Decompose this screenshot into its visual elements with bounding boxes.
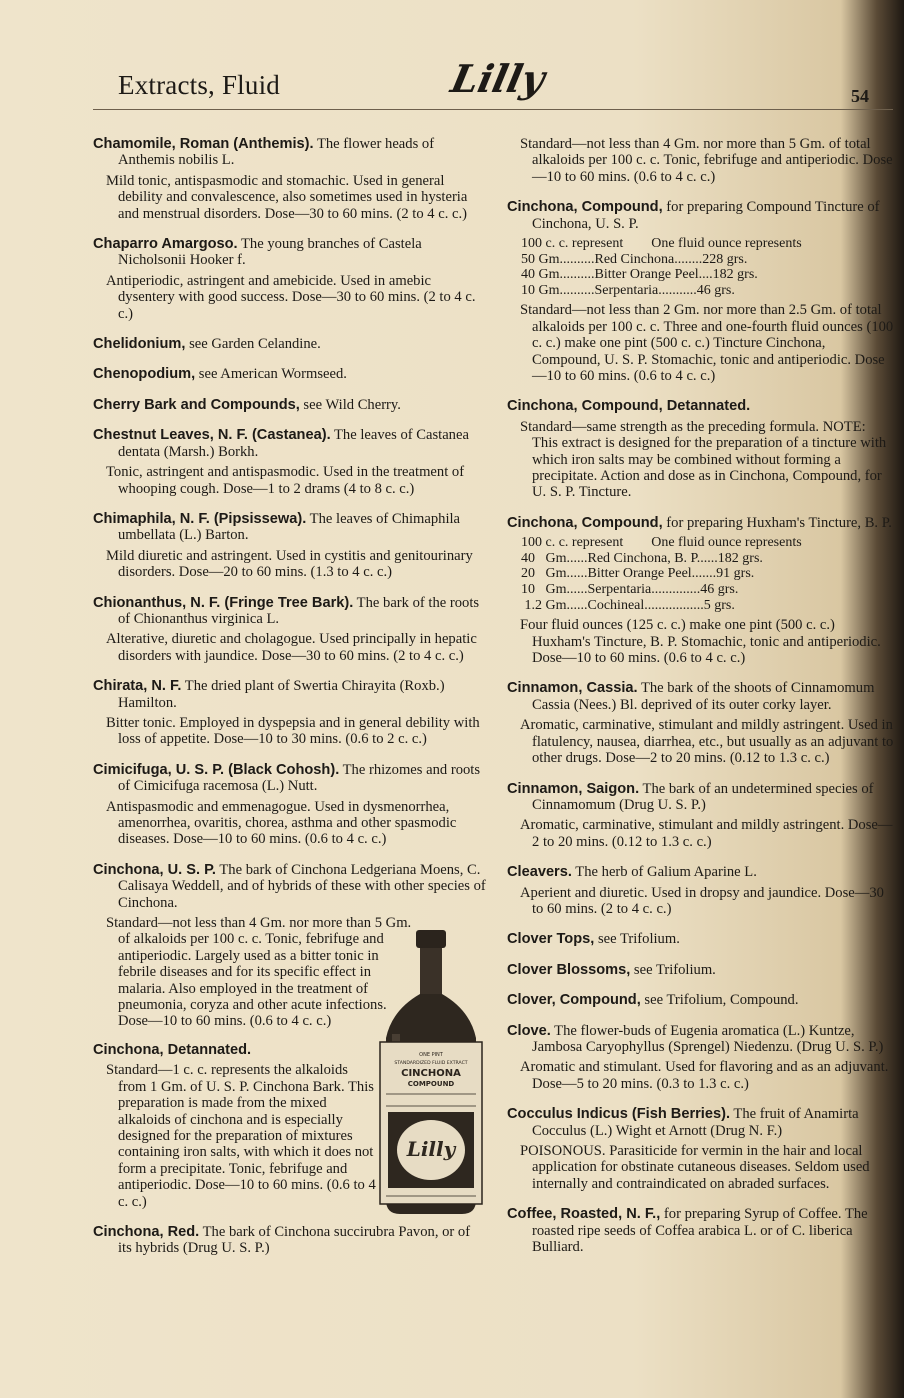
entry (93, 236, 486, 322)
entry-name: Cinchona, U. S. P. (93, 861, 216, 878)
formula-line: 10 Gm..........Serpentaria...........46 grs. (521, 282, 735, 298)
entry-text: see Garden Celandine. (185, 336, 321, 353)
svg-text:ONE PINT: ONE PINT (419, 1052, 443, 1058)
entry-name: Chirata, N. F. (93, 678, 182, 695)
entry-desc: Mild diuretic and astringent. Used in cystitis and genitourinary disorders. Dose—20 to 60 mins. (1.3 to 4 c. c.) (106, 547, 473, 581)
entry-name: Clover Tops, (507, 931, 595, 948)
entry-desc: Mild tonic, antispasmodic and stomachic. Used in general debility and convalescence, also sometimes used in hysteria and menstrual disorders. Dose—30 to 60 mins. (2 to 4 c. c.) (106, 172, 468, 222)
svg-text:Lilly: Lilly (406, 1137, 456, 1161)
entry-desc: Antispasmodic and emmenagogue. Used in dysmenorrhea, amenorrhea, ovaritis, chorea, asthma and other spasmodic diseases. Dose—10 to 60 mins. (0.6 to 4 c. c.) (106, 798, 457, 848)
entry-desc: Standard—not less than 4 Gm. nor more than 5 Gm. (106, 915, 412, 932)
entry (507, 931, 895, 947)
formula-line: 50 Gm..........Red Cinchona........228 grs. (521, 251, 748, 267)
entry-text: see Wild Cherry. (299, 396, 401, 413)
entry-name: Coffee, Roasted, N. F., (507, 1206, 661, 1223)
entry-name: Clover, Compound, (507, 992, 641, 1009)
svg-text:STANDARDIZED FLUID EXTRACT: STANDARDIZED FLUID EXTRACT (394, 1061, 468, 1066)
entry (93, 678, 486, 748)
entry (507, 864, 895, 917)
entry-name: Cinnamon, Cassia. (507, 680, 638, 697)
entry (93, 397, 486, 413)
entry-name: Cimicifuga, U. S. P. (Black Cohosh). (93, 761, 340, 778)
entry (507, 1206, 895, 1255)
entry (507, 680, 895, 766)
cinchona-bottle-illustration (372, 930, 490, 1216)
entry (93, 336, 486, 352)
entry-text: The leaves of Chimaphila umbellata (L.) Barton. (118, 510, 461, 544)
entry-text: for preparing Syrup of Coffee. The roasted ripe seeds of Coffea arabica L. or of C. liberica Bulliard. (532, 1206, 868, 1256)
entry (93, 511, 486, 581)
entry-name: Cinchona, Compound, (507, 199, 663, 216)
entry-name: Cherry Bark and Compounds, (93, 396, 300, 413)
entry-text: The leaves of Castanea dentata (Marsh.) Borkh. (118, 427, 469, 460)
entry (93, 366, 486, 382)
right-entries-rest (507, 680, 895, 1255)
entry-name: Chaparro Amargoso. (93, 236, 238, 253)
entry-desc: Alterative, diuretic and cholagogue. Used principally in hepatic disorders with jaundice. Dose—30 to 60 mins. (2 to 4 c. c.) (106, 631, 477, 664)
formula-line: 100 c. c. represent One fluid ounce represents (521, 236, 802, 252)
left-entries (93, 136, 486, 931)
entry (507, 398, 895, 500)
bottle-label-line1: CINCHONA (401, 1068, 461, 1079)
entry-text: The rhizomes and roots of Cimicifuga racemosa (L.) Nutt. (118, 761, 481, 795)
entry-name: Chestnut Leaves, N. F. (Castanea). (93, 427, 331, 444)
entry-cinchona-usp-continued (507, 136, 895, 185)
entry-name: Cinchona, Compound, Detannated. (507, 398, 751, 415)
bottle-icon (372, 930, 490, 1216)
entry-name: Clover Blossoms, (507, 961, 631, 978)
formula-line: 100 c. c. represent One fluid ounce represents (521, 535, 802, 551)
entry-name: Chamomile, Roman (Anthemis). (93, 136, 314, 152)
entry-text: The dried plant of Swertia Chirayita (Roxb.) Hamilton. (118, 678, 445, 711)
entry (507, 515, 895, 531)
entry (507, 781, 895, 851)
entry-desc: Aperient and diuretic. Used in dropsy and jaundice. Dose—30 to 60 mins. (2 to 4 c. c.) (520, 884, 884, 917)
entry-desc: Standard—1 c. c. represents the alkaloids from 1 Gm. of U. S. P. Cinchona Bark. This preparation is made from the mixed alkaloids of cinchona and is especially designed for the preparation of mixtures containing iron salts, with which it does not form a precipitate. Tonic, febrifuge and antiperiodic. Dose—10 to 60 mins. (0.6 to 4 c. c.) (106, 1062, 376, 1210)
entry-cinchona-red (93, 1224, 486, 1257)
entry-name: Cleavers. (507, 864, 572, 881)
entry-name: Cinchona, Detannated. (93, 1041, 252, 1058)
page-title: Extracts, Fluid (118, 70, 280, 100)
entry-desc: Standard—same strength as the preceding formula. NOTE: This extract is designed for the preparation of a tincture with which iron salts may be combined without forming a precipitate. Action and dose as in Cinchona, Compound, for U. S. P. Tincture. (520, 418, 887, 501)
entry-name: Cinchona, Red. (93, 1223, 200, 1240)
entry-desc: Tonic, astringent and antispasmodic. Used in the treatment of whooping cough. Dose—1 to 2 drams (4 to 8 c. c.) (106, 464, 465, 497)
formula-line: 1.2 Gm......Cochineal.................5 grs. (521, 597, 735, 613)
entry-name: Cinnamon, Saigon. (507, 780, 640, 797)
entry (93, 862, 486, 932)
entry-text: The herb of Galium Aparine L. (571, 864, 757, 881)
entry-text: see Trifolium. (630, 961, 716, 978)
entry-text: The bark of an undetermined species of Cinnamomum (Drug U. S. P.) (532, 780, 874, 813)
entry (507, 1106, 895, 1192)
page-number: 54 (851, 86, 869, 106)
entry-desc: Bitter tonic. Employed in dyspepsia and in general debility with loss of appetite. Dose—10 to 30 mins. (0.6 to 2 c. c.) (106, 714, 480, 748)
entry-name: Cinchona, Compound, (507, 514, 663, 531)
entry-text: The flower heads of Anthemis nobilis L. (118, 136, 435, 169)
entry-desc: Aromatic, carminative, stimulant and mildly astringent. Dose—2 to 20 mins. (0.12 to 1.3 c. c.) (520, 817, 893, 850)
entry-name: Clove. (507, 1022, 551, 1039)
entry (507, 1023, 895, 1093)
entry-desc: Aromatic, carminative, stimulant and mildly astringent. Used in flatulency, nausea, diarrhea, etc., but usually as an adjuvant to other drugs. Dose—2 to 20 mins. (0.12 to 1.3 c. c.) (520, 717, 894, 767)
entry (93, 762, 486, 848)
entry-text: The young branches of Castela Nicholsonii Hooker f. (118, 236, 422, 269)
entry-text: for preparing Huxham's Tincture, B. P. (662, 514, 892, 531)
entry-text: The flower-buds of Eugenia aromatica (L.) Kuntze, Jambosa Caryophyllus (Sprengel) Niedenzu. (Drug U. S. P.) (532, 1022, 884, 1055)
entry-text: The fruit of Anamirta Cocculus (L.) Wight et Arnott (Drug N. F.) (532, 1106, 859, 1139)
header-rule (93, 109, 893, 110)
lilly-logo: Lilly (447, 56, 549, 101)
entry-name: Chelidonium, (93, 336, 186, 353)
entry-desc: POISONOUS. Parasiticide for vermin in the hair and local application for obstinate cutaneous diseases. Seldom used internally and contraindicated on abraded surfaces. (520, 1143, 870, 1192)
entry-desc: Standard—not less than 4 Gm. nor more than 5 Gm. of total alkaloids per 100 c. c. Tonic, febrifuge and antiperiodic. Dose—10 to 60 mins. (0.6 to 4 c. c.) (520, 136, 893, 185)
formula-table-huxham (507, 535, 895, 613)
entry-name: Chenopodium, (93, 366, 196, 383)
entry-text: The bark of the shoots of Cinnamomum Cassia (Nees.) Bl. deprived of its outer corky layer. (532, 680, 875, 713)
entry-text: The bark of Cinchona Ledgeriana Moens, C. Calisaya Weddell, and of hybrids of these with other species of Cinchona. (118, 861, 486, 911)
formula-line: 20 Gm......Bitter Orange Peel.......91 grs. (521, 566, 755, 582)
formula-line: 40 Gm......Red Cinchona, B. P......182 grs. (521, 550, 763, 566)
entry-text: see Trifolium. (594, 931, 680, 948)
right-column (507, 136, 895, 1269)
entry-name: Cocculus Indicus (Fish Berries). (507, 1106, 731, 1123)
entry (507, 962, 895, 978)
entry-text: for preparing Compound Tincture of Cinchona, U. S. P. (532, 199, 880, 232)
formula-line: 40 Gm..........Bitter Orange Peel....182 grs. (521, 267, 758, 283)
entry (93, 427, 486, 497)
formula-table (507, 236, 895, 298)
entry-text: see Trifolium, Compound. (640, 992, 799, 1009)
entry (93, 136, 486, 222)
entry-name: Chimaphila, N. F. (Pipsissewa). (93, 510, 307, 527)
right-entries (507, 398, 895, 531)
entry-text: The bark of the roots of Chionanthus virginica L. (118, 594, 480, 627)
entry-desc: Antiperiodic, astringent and amebicide. Used in amebic dysentery with good success. Dose—30 to 60 mins. (2 to 4 c. c.) (106, 272, 476, 322)
cinchona-usp-desc-narrow: of alkaloids per 100 c. c. Tonic, febrifuge and antiperiodic. Largely used as a bitter tonic in febrile diseases and for its specific effect in malaria. Also employed in the treatment of pneumonia, coryza and other acute infections. Dose—10 to 60 mins. (0.6 to 4 c. c.) (118, 931, 387, 1030)
entry-desc: Standard—not less than 2 Gm. nor more than 2.5 Gm. of total alkaloids per 100 c. c. Three and one-fourth fluid ounces (100 c. c.) make one pint (500 c. c.) Tincture Cinchona, Compound, U. S. P. Stomachic, tonic and antiperiodic. Dose—10 to 60 mins. (0.6 to 4 c. c.) (520, 302, 894, 385)
formula-line: 10 Gm......Serpentaria..............46 grs. (521, 582, 739, 598)
huxham-desc: Four fluid ounces (125 c. c.) make one pint (500 c. c.) Huxham's Tincture, B. P. Stomachic, tonic and antiperiodic. Dose—10 to 60 mins. (0.6 to 4 c. c.) (520, 617, 881, 667)
entry-desc: Aromatic and stimulant. Used for flavoring and as an adjuvant. Dose—5 to 20 mins. (0.3 to 1.3 c. c.) (520, 1059, 889, 1092)
entry (93, 595, 486, 665)
entry-cinchona-compound-usp (507, 199, 895, 384)
entry-text: The bark of Cinchona succirubra Pavon, or of its hybrids (Drug U. S. P.) (118, 1223, 471, 1257)
entry (507, 992, 895, 1008)
entry-name: Chionanthus, N. F. (Fringe Tree Bark). (93, 594, 354, 611)
bottle-label-line2: COMPOUND (407, 1080, 455, 1088)
entry-text: see American Wormseed. (195, 366, 347, 383)
